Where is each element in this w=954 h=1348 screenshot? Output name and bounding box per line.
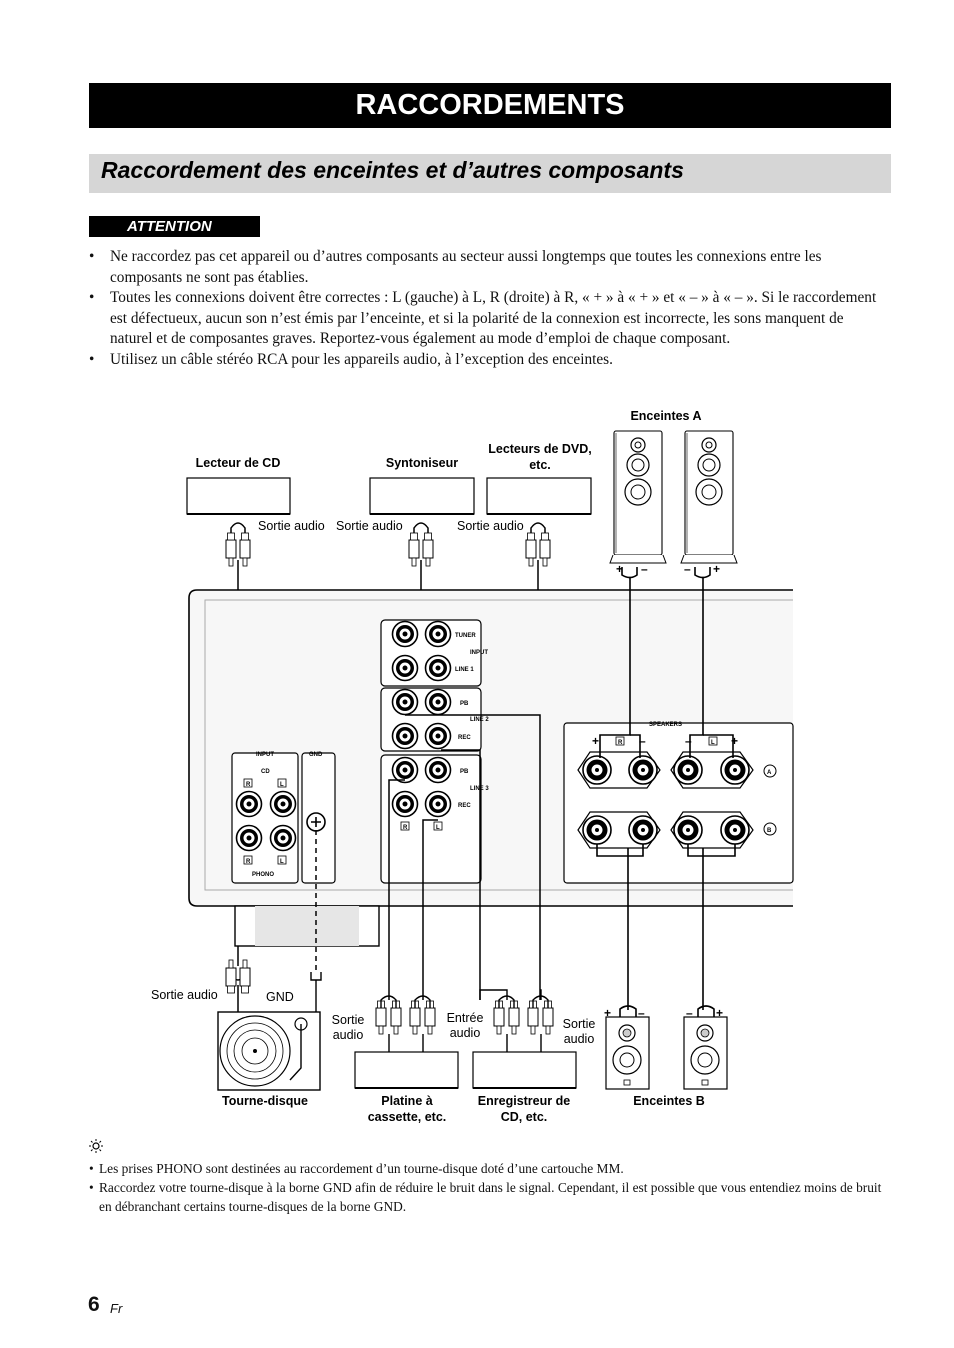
dvd-label-line2: etc. (529, 458, 551, 472)
r-label: R (246, 859, 251, 865)
dvd-player-device (487, 478, 591, 514)
minus-sign: – (638, 1006, 645, 1020)
recorder-label-line1: Enregistreur de (477, 1094, 571, 1108)
section-title: Raccordement des enceintes et d’autres composants (101, 157, 684, 183)
line1-jack-label: LINE 1 (455, 667, 474, 673)
plus-sign: + (604, 1006, 612, 1020)
l-label: L (436, 825, 440, 831)
cd-player-device (187, 478, 290, 514)
gnd-label: GND (266, 990, 294, 1004)
tuner-label: Syntoniseur (385, 456, 459, 470)
plus-sign: + (731, 734, 739, 748)
tuner-device (370, 478, 474, 514)
l-label: L (711, 740, 715, 746)
cassette-label-line2: cassette, etc. (367, 1110, 447, 1124)
tuner-jack-label: TUNER (455, 633, 476, 639)
dvd-audio-out-label: Sortie audio (457, 519, 524, 533)
line3-label: LINE 3 (470, 786, 489, 792)
plus-sign: + (716, 1006, 724, 1020)
gnd-terminal-label: GND (309, 752, 323, 758)
minus-sign: – (641, 562, 648, 576)
a-label: A (767, 770, 772, 776)
recorder-in-line1: Entrée (446, 1011, 484, 1025)
speakers-terminal-block (564, 722, 793, 883)
minus-sign: – (639, 734, 646, 748)
input-jack-label: INPUT (470, 650, 488, 656)
rec-label: REC (458, 803, 471, 809)
line2-label: LINE 2 (470, 717, 489, 723)
gnd-fork-icon (311, 972, 321, 1012)
section-header (89, 154, 891, 193)
l-label: L (280, 782, 284, 788)
speaker-a-left-icon (610, 431, 666, 563)
turntable-device (218, 1012, 320, 1090)
rca-plug-icon (540, 533, 550, 566)
line3-block (381, 755, 489, 883)
tip-item: • Les prises PHONO sont destinées au raccordement d’un tourne-disque doté d’une cartouche MM. (89, 1159, 889, 1178)
speaker-a-right-icon (681, 431, 737, 563)
speaker-b-left-icon (606, 1017, 649, 1089)
turntable-plugs (226, 960, 321, 1012)
attention-item: • Utilisez un câble stéréo RCA pour les appareils audio, à l’exception des enceintes. (89, 350, 889, 371)
cassette-deck-device (355, 1052, 458, 1088)
lightbulb-icon (89, 1139, 103, 1158)
minus-sign: – (686, 1006, 693, 1020)
tip-item: • Raccordez votre tourne-disque à la borne GND afin de réduire le bruit dans le signal. Cependant, il est possible que vous entendiez moins de bruit en débranchant certains tourne-disques de la borne GND. (89, 1178, 889, 1216)
plus-sign: + (713, 562, 721, 576)
rec-label: REC (458, 735, 471, 741)
rca-plug-icon (409, 533, 419, 566)
cassette-out-line2: audio (332, 1028, 364, 1042)
cassette-out-line1: Sortie (331, 1013, 365, 1027)
rca-plug-icon (526, 533, 536, 566)
input-tuner-line1-block (381, 620, 488, 686)
recorder-in-line2: audio (449, 1026, 481, 1040)
speakers-a-label: Enceintes A (630, 409, 702, 423)
page-title: RACCORDEMENTS (89, 83, 891, 128)
l-label: L (280, 859, 284, 865)
r-label: R (403, 825, 408, 831)
connection-diagram (0, 395, 954, 1130)
pb-label: PB (460, 769, 469, 775)
gnd-block (302, 752, 335, 883)
rca-plug-icon (423, 533, 433, 566)
cd-recorder-device (473, 1052, 576, 1088)
recorder-out-line1: Sortie (562, 1017, 596, 1031)
speaker-b-wires (620, 1006, 714, 1017)
page-language: Fr (110, 1301, 123, 1316)
minus-sign: – (684, 562, 691, 576)
line2-block (381, 688, 489, 751)
r-label: R (246, 782, 251, 788)
turntable-label: Tourne-disque (222, 1094, 308, 1108)
r-label: R (618, 740, 623, 746)
speaker-b-right-icon (684, 1017, 727, 1089)
rca-plug-icon (226, 533, 236, 566)
cd-phono-block (232, 752, 298, 883)
dvd-label-line1: Lecteurs de DVD, (488, 442, 592, 456)
recorder-plugs (480, 990, 553, 1052)
attention-item: • Ne raccordez pas cet appareil ou d’autres composants au secteur aussi longtemps que toutes les connexions entre les composants ne sont pas établies. (89, 247, 889, 288)
recorder-label-line2: CD, etc. (500, 1110, 548, 1124)
attention-label: ATTENTION (89, 216, 260, 237)
attention-item: • Toutes les connexions doivent être correctes : L (gauche) à L, R (droite) à R, « + » à « + » et « – » à « – ». Si le raccordement est défectueux, aucun son n’est émis par l’enceinte, et si la polarité de la connexion est incorrecte, les sons manquent de naturel et de composantes graves. Reportez-vous également au mode d’emploi de chaque composant. (89, 288, 889, 350)
rca-plug-icon (240, 533, 250, 566)
b-label: B (767, 828, 772, 834)
cassette-plugs (376, 996, 435, 1052)
plus-sign: + (592, 734, 600, 748)
page-number: 6 (88, 1293, 100, 1316)
speakers-label: SPEAKERS (649, 722, 683, 728)
attention-list (89, 247, 889, 370)
pb-label: PB (460, 701, 469, 707)
cd-player-label: Lecteur de CD (195, 456, 281, 470)
tuner-audio-out-label: Sortie audio (336, 519, 403, 533)
cassette-label-line1: Platine à (381, 1094, 433, 1108)
speakers-b-label: Enceintes B (633, 1094, 705, 1108)
cd-audio-out-label: Sortie audio (258, 519, 325, 533)
turntable-audio-out-label: Sortie audio (151, 988, 218, 1002)
tips-list (89, 1159, 889, 1216)
minus-sign: – (685, 734, 692, 748)
phono-label: PHONO (252, 872, 275, 878)
recorder-out-line2: audio (563, 1032, 595, 1046)
plus-sign: + (616, 562, 624, 576)
cd-label: CD (261, 769, 270, 775)
input-label: INPUT (256, 752, 274, 758)
